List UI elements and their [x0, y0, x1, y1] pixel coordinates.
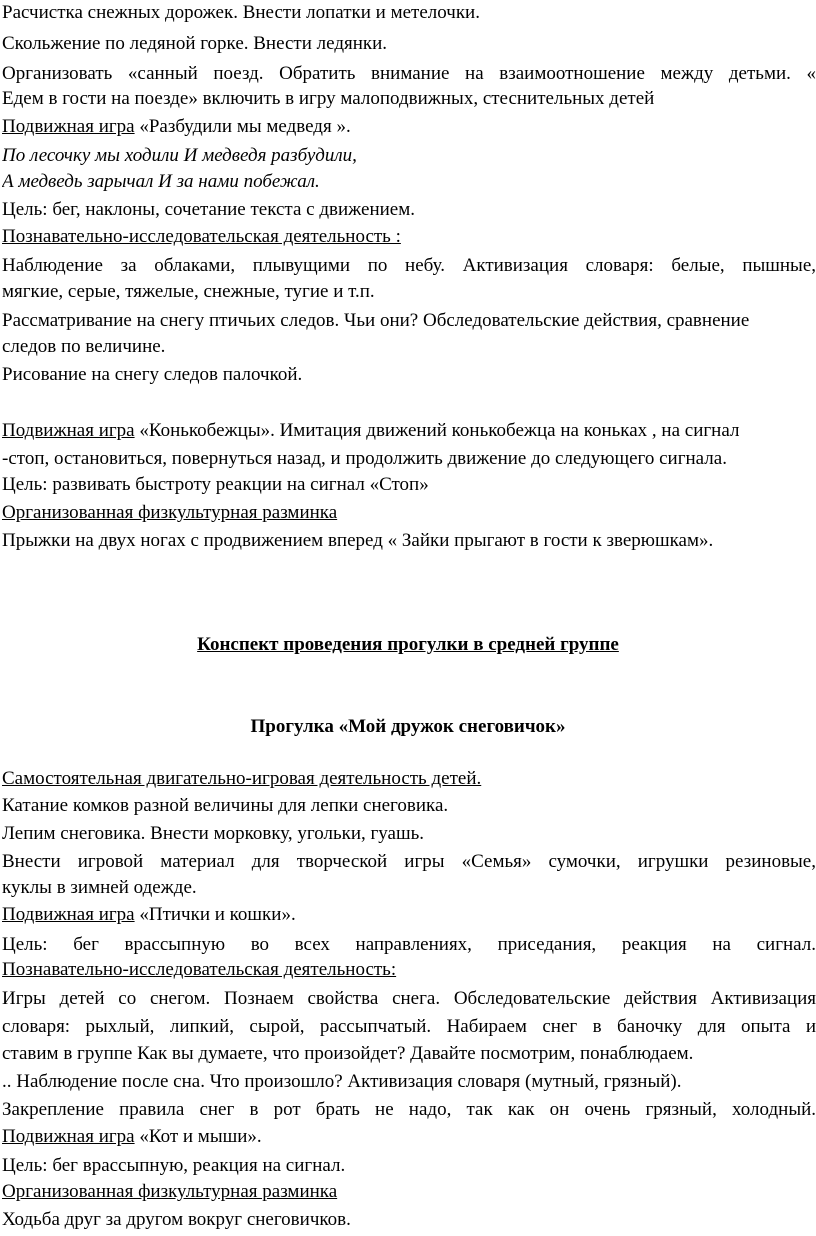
section-heading-outdoor-game: Подвижная игра — [2, 116, 135, 137]
text-line: -стоп, остановиться, повернуться назад, и продолжить движение до следующего сигнала. — [2, 448, 727, 469]
text-line — [2, 116, 816, 140]
document-subtitle: Прогулка «Мой дружок снеговичок» — [250, 716, 566, 737]
text-line: Лепим снеговика. Внести морковку, угольки, гуашь. — [2, 823, 425, 844]
section-heading-warmup: Организованная физкультурная разминка — [2, 502, 338, 523]
section-heading-outdoor-game: Подвижная игра — [2, 1126, 135, 1147]
text-line: следов по величине. — [2, 336, 166, 357]
text-line: Наблюдение за облаками, плывущими по небу. Активизация словаря: белые, пышные, — [2, 255, 816, 276]
text-line: Организовать «санный поезд. Обратить внимание на взаимоотношение между детьми. « — [2, 63, 816, 84]
game-name: «Кот и мыши». — [134, 1126, 262, 1147]
poem-line: А медведь зарычал И за нами побежал. — [2, 171, 320, 192]
text-line: Прыжки на двух ногах с продвижением вперед « Зайки прыгают в гости к зверюшкам». — [2, 530, 714, 551]
text-line: Ходьба друг за другом вокруг снеговичков. — [2, 1209, 351, 1230]
text-line: Рисование на снегу следов палочкой. — [2, 364, 303, 385]
section-heading-cognitive: Познавательно-исследовательская деятельность: — [2, 959, 397, 980]
section-heading-warmup: Организованная физкультурная разминка — [2, 1181, 338, 1202]
text-line — [2, 1126, 816, 1150]
text-line — [2, 420, 816, 444]
text-line: Рассматривание на снегу птичьих следов. Чьи они? Обследовательские действия, сравнение — [2, 310, 750, 331]
text-line: Цель: бег, наклоны, сочетание текста с движением. — [2, 199, 415, 220]
text-line: Цель: бег врассыпную, реакция на сигнал. — [2, 1155, 346, 1176]
section-heading-outdoor-game: Подвижная игра — [2, 904, 135, 925]
text-line: Едем в гости на поезде» включить в игру малоподвижных, стеснительных детей — [2, 88, 655, 109]
game-name: «Птички и кошки». — [134, 904, 296, 925]
section-heading-independent-activity: Самостоятельная двигательно-игровая деятельность детей. — [2, 768, 482, 789]
section-heading-outdoor-game: Подвижная игра — [2, 420, 135, 441]
text-line: ставим в группе Как вы думаете, что произойдет? Давайте посмотрим, понаблюдаем. — [2, 1043, 694, 1064]
text-line: Скольжение по ледяной горке. Внести ледянки. — [2, 33, 388, 54]
text-line: Закрепление правила снег в рот брать не надо, так как он очень грязный, холодный. — [2, 1099, 816, 1120]
text-line: Внести игровой материал для творческой игры «Семья» сумочки, игрушки резиновые, — [2, 851, 816, 872]
text-line: мягкие, серые, тяжелые, снежные, тугие и т.п. — [2, 281, 375, 302]
poem-line: По лесочку мы ходили И медведя разбудили, — [2, 145, 357, 166]
section-heading-cognitive: Познавательно-исследовательская деятельность : — [2, 226, 401, 247]
text-line: Расчистка снежных дорожек. Внести лопатки и метелочки. — [2, 2, 480, 23]
text-line: Цель: бег врассыпную во всех направлениях, приседания, реакция на сигнал. — [2, 934, 816, 955]
document-title: Конспект проведения прогулки в средней группе — [197, 634, 619, 655]
game-description: «Конькобежцы». Имитация движений конькобежца на коньках , на сигнал — [134, 420, 740, 441]
text-line: словаря: рыхлый, липкий, сырой, рассыпчатый. Набираем снег в баночку для опыта и — [2, 1016, 816, 1037]
text-line: Катание комков разной величины для лепки снеговика. — [2, 795, 449, 816]
text-line: куклы в зимней одежде. — [2, 877, 197, 898]
text-line: Игры детей со снегом. Познаем свойства снега. Обследовательские действия Активизация — [2, 988, 816, 1009]
text-line: Цель: развивать быстроту реакции на сигнал «Стоп» — [2, 474, 429, 495]
text-line: .. Наблюдение после сна. Что произошло? Активизация словаря (мутный, грязный). — [2, 1071, 682, 1092]
game-name: «Разбудили мы медведя ». — [134, 116, 351, 137]
text-line — [2, 904, 816, 928]
